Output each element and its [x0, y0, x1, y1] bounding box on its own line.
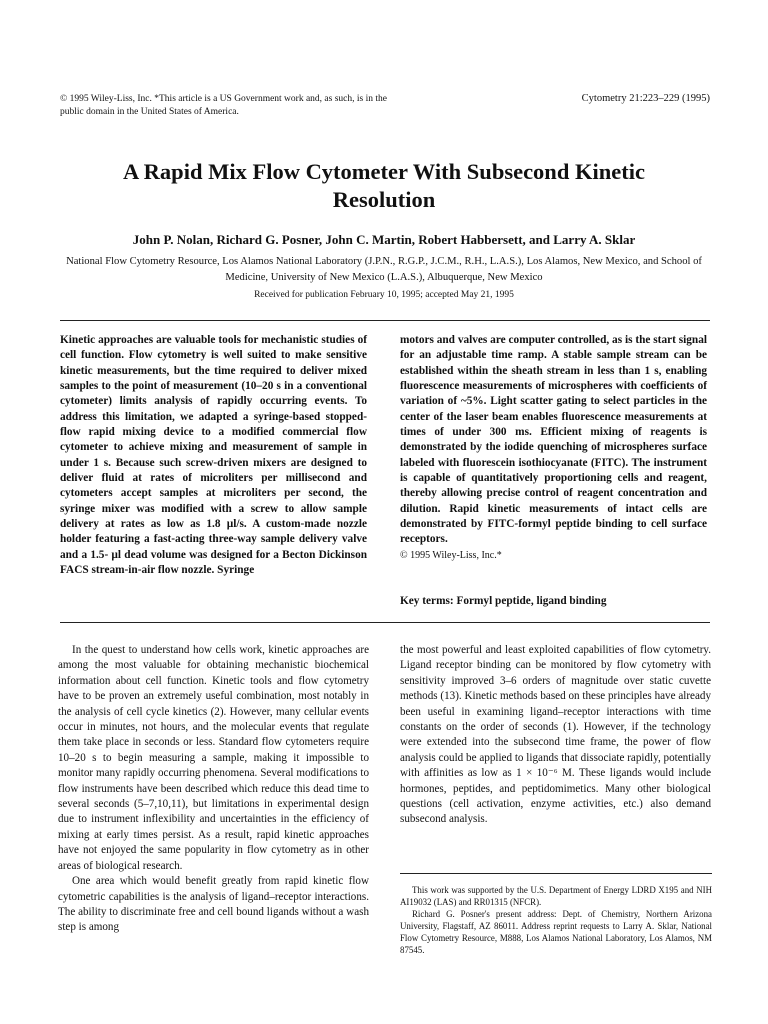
abstract-right-column	[400, 333, 707, 563]
abstract-left-column	[60, 333, 367, 579]
received-date: Received for publication February 10, 1995; accepted May 21, 1995	[254, 290, 514, 300]
body-left-column	[58, 643, 369, 936]
journal-citation: Cytometry 21:223–229 (1995)	[581, 93, 710, 104]
footnote-rule	[400, 873, 712, 874]
abstract-bottom-rule	[60, 622, 710, 623]
abstract-copyright: © 1995 Wiley-Liss, Inc.*	[400, 549, 502, 561]
footnote-address: Richard G. Posner's present address: Dept. of Chemistry, Northern Arizona University, Flagstaff, AZ 86011. Address reprint requests to Larry A. Sklar, National Flow Cytometry Resource, M888, Los Alamos National Laboratory, Los Alamos, NM 87545.	[400, 909, 712, 955]
body-right-column	[400, 643, 711, 828]
body-paragraph: the most powerful and least exploited capabilities of flow cytometry. Ligand receptor binding can be monitored by flow cytometry with sensitivity improved 3–6 orders of magnitude over static cuvette methods (13). Kinetic methods based on these principles have already been useful in examining ligand–receptor interactions with time constants on the order of seconds (1). However, if the technology were extended into the subsecond time frame, the power of flow analysis could be applied to ligands that dissociate rapidly, potentially with affinities as low as 1 × 10⁻⁶ M. These ligands would include hormones, peptides, and peptidomimetics. Many other biological questions (cell activation, enzyme activities, etc.) also demand subsecond analysis.	[400, 644, 711, 826]
abstract-top-rule	[60, 320, 710, 321]
body-paragraph: In the quest to understand how cells work, kinetic approaches are among the most valuable for obtaining mechanistic biochemical information about cell function. Kinetic tools and flow cytometry have to be proven an extremely useful combination, most notably in the analysis of cell cycle kinetics (2). However, many cellular events occur in minutes, not hours, and the molecular events that regulate them take place in seconds or less. Standard flow cytometers require 10–20 s to begin measuring a sample, making it impossible to monitor many rapidly occurring phenomena. Several modifications to flow instruments have been described which reduce this dead time to several seconds (5–7,10,11), but limitations in experimental design due to instrument inflexibility and uncertainties in the efficiency of mixing at early times persist. As a result, rapid kinetic approaches have not enjoyed the same popularity in flow cytometry as in other areas of biological research.	[58, 644, 369, 872]
footnote-funding: This work was supported by the U.S. Department of Energy LDRD X195 and NIH AI19032 (LAS) and RR01315 (NFCR).	[400, 885, 712, 907]
abstract-text-right: motors and valves are computer controlled, as is the start signal for an adjustable time ramp. A stable sample stream can be established within the sheath stream in less than 1 s, enabling fluorescence measurements of microspheres with coefficients of variation of ~5%. Light scatter gating to select particles in the center of the laser beam enables fluorescence measurements at times of under 300 ms. Efficient mixing of reagents is demonstrated by the iodide quenching of microspheres surface labeled with fluorescein isothiocyanate (FITC). The instrument is capable of quantitatively proportioning cells and reagent, thereby allowing precise control of reagent concentration and dilution. Rapid kinetic measurements of intact cells are demonstrated by FITC-formyl peptide binding to cell surface receptors.	[400, 334, 707, 546]
abstract-text-left: Kinetic approaches are valuable tools for mechanistic studies of cell function. Flow cytometry is well suited to make sensitive kinetic measurements, but the time required to deliver mixed samples to the point of measurement (10–20 s in a conventional cytometer) limits analysis of rapidly occurring events. To address this limitation, we adapted a syringe-based stopped-flow rapid mixing device to a modified commercial flow cytometer to achieve mixing and measurement of sample in under 1 s. Because such screw-driven mixers are designed to deliver fluid at rates of microliters per millisecond and cytometers accept samples at microliters per second, the syringe mixer was modified with a screw to allow sample delivery at rates as low as 1.8 µl/s. A custom-made nozzle holder featuring a fast-acting three-way sample delivery valve and a 1.5- µl dead volume was designed for a Becton Dickinson FACS stream-in-air flow nozzle. Syringe	[60, 334, 367, 577]
author-list: John P. Nolan, Richard G. Posner, John C. Martin, Robert Habbersett, and Larry A. Sklar	[132, 232, 636, 247]
article-title-text: A Rapid Mix Flow Cytometer With Subsecond Kinetic Resolution	[123, 159, 645, 212]
article-title	[0, 158, 768, 214]
footnote	[400, 884, 712, 956]
key-terms: Key terms: Formyl peptide, ligand binding	[400, 595, 607, 607]
copyright-header: © 1995 Wiley-Liss, Inc. *This article is a US Government work and, as such, is in the public domain in the United States of America.	[60, 94, 387, 117]
body-paragraph: One area which would benefit greatly from rapid kinetic flow cytometric capabilities is the analysis of ligand–receptor interactions. The ability to discriminate free and cell bound ligands without a wash step is among	[58, 875, 369, 934]
affiliation: National Flow Cytometry Resource, Los Alamos National Laboratory (J.P.N., R.G.P., J.C.M., R.H., L.A.S.), Los Alamos, New Mexico, and School of Medicine, University of New Mexico (L.A.S.), Albuquerque, New Mexico	[66, 256, 702, 283]
